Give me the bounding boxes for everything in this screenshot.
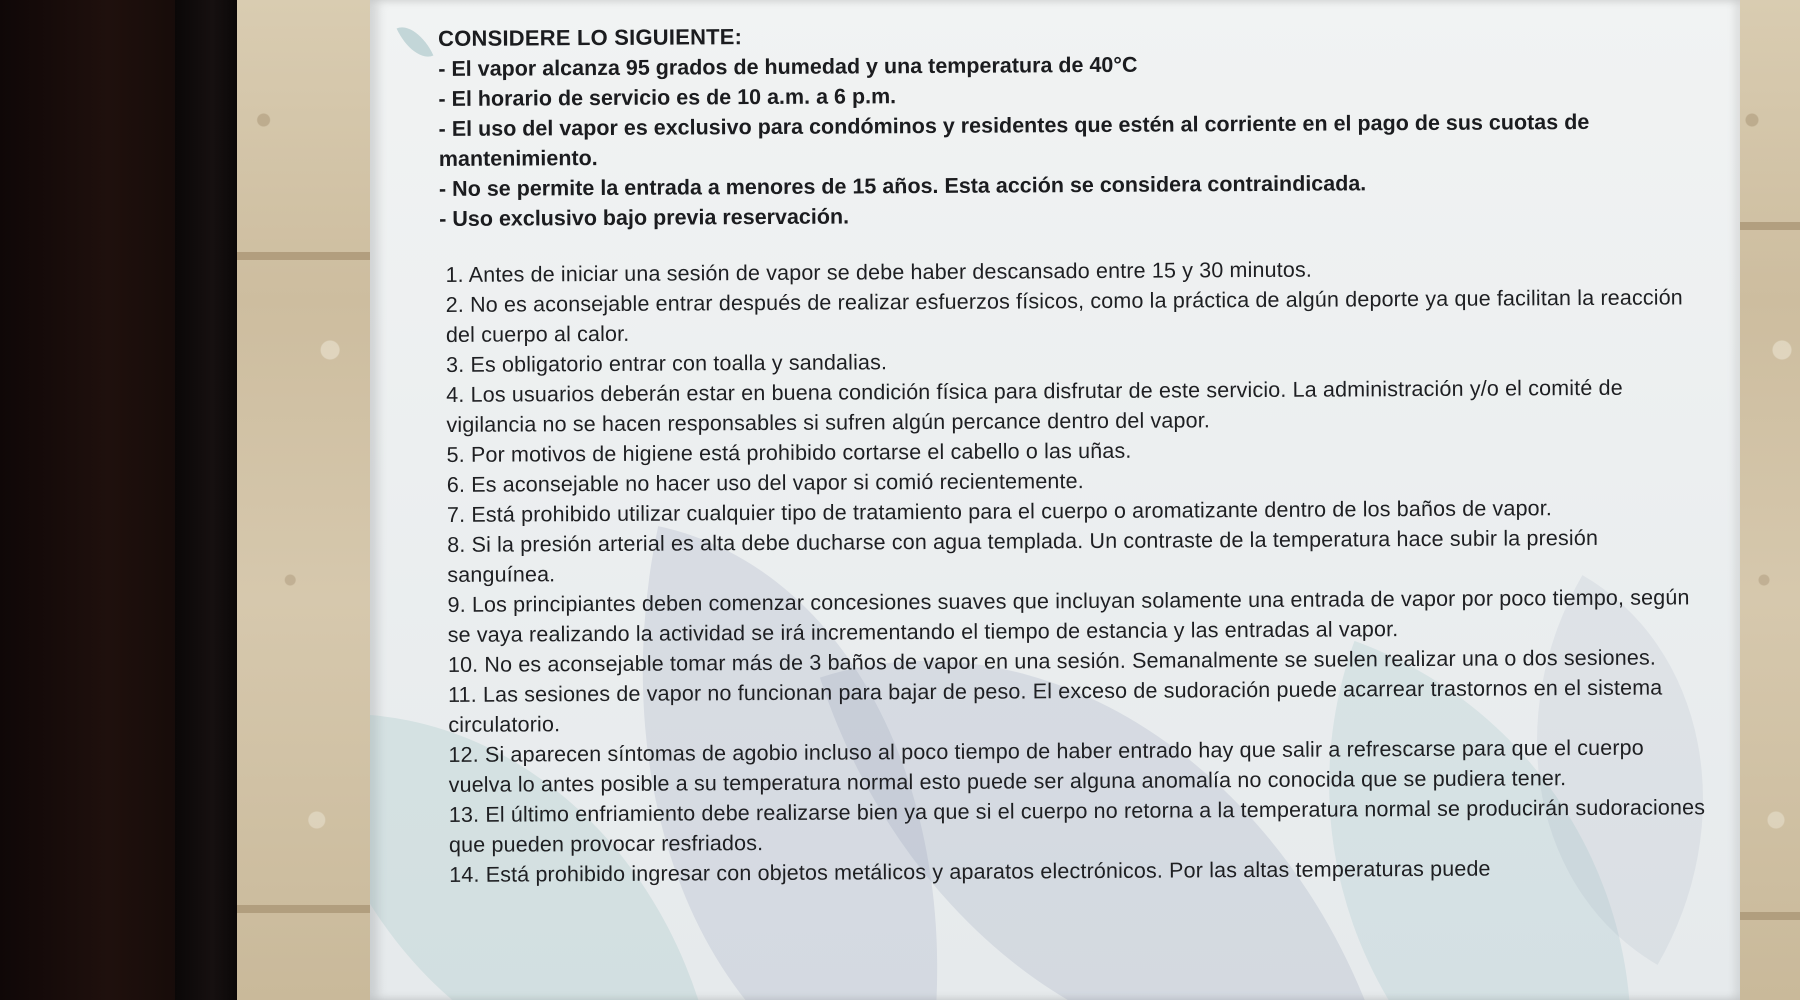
decorative-leaf-small (397, 19, 434, 65)
stone-joint (237, 252, 370, 260)
door-frame-edge (175, 0, 237, 1000)
consideration-item: - El horario de servicio es de 10 a.m. a 6 p.m. (438, 84, 897, 111)
stone-wall-left (237, 0, 370, 1000)
rule-item: 5. Por motivos de higiene está prohibido cortarse el cabello o las uñas. (446, 438, 1132, 467)
rule-item: 4. Los usuarios deberán estar en buena condición física para disfrutar de este servicio. La administración y/o el comité de vigilancia no se hacen responsables si sufren algún percance dentro del vapor. (446, 375, 1623, 437)
rule-item: 11. Las sesiones de vapor no funcionan para bajar de peso. El exceso de sudoración puede acarrear trastornos en el sistema circulatorio. (448, 675, 1663, 737)
rule-item: 7. Está prohibido utilizar cualquier tipo de tratamiento para el cuerpo o aromatizante dentro de los baños de vapor. (446, 496, 1553, 527)
stone-wall-right (1740, 0, 1800, 1000)
sign-text (438, 16, 1740, 890)
considerations-list (438, 46, 1739, 234)
rule-item: 10. No es aconsejable tomar más de 3 baños de vapor en una sesión. Semanalmente se suelen realizar una o dos sesiones. (447, 645, 1657, 677)
consideration-item: - Uso exclusivo bajo previa reservación. (439, 204, 850, 231)
rule-item: 1. Antes de iniciar una sesión de vapor se debe haber descansado entre 15 y 30 minutos. (445, 257, 1313, 287)
stone-joint (237, 905, 370, 913)
rule-item: 12. Si aparecen síntomas de agobio incluso al poco tiempo de haber entrado hay que salir a refrescarse para que el cuerpo vuelva lo antes posible a su temperatura normal esto puede ser alguna anomalía no conocida que se pudiera tener. (448, 735, 1644, 797)
rule-item: 9. Los principiantes deben comenzar concesiones suaves que incluyan solamente una entrada de vapor por poco tiempo, según se vaya realizando la actividad se irá incrementando el tiempo de estancia y las entradas al vapor. (447, 585, 1690, 647)
rule-item: 2. No es aconsejable entrar después de realizar esfuerzos físicos, como la práctica de algún deporte ya que facilitan la reacción del cuerpo al calor. (445, 285, 1683, 347)
stone-joint (1740, 222, 1800, 230)
consideration-item: - No se permite la entrada a menores de 15 años. Esta acción se considera contraindicada. (438, 171, 1367, 201)
sign-heading: CONSIDERE LO SIGUIENTE: (438, 24, 743, 51)
sign-panel (370, 0, 1740, 1000)
stone-joint (1740, 912, 1800, 920)
rule-item: 13. El último enfriamiento debe realizarse bien ya que si el cuerpo no retorna a la temperatura normal se producirán sudoraciones que pueden provocar resfriados. (448, 795, 1706, 857)
rule-item: 8. Si la presión arterial es alta debe ducharse con agua templada. Un contraste de la temperatura hace subir la presión sanguínea. (447, 525, 1599, 587)
consideration-item: - El uso del vapor es exclusivo para condóminos y residentes que estén al corriente en el pago de sus cuotas de mantenimiento. (438, 109, 1590, 171)
rules-list (445, 252, 1740, 890)
rule-item: 3. Es obligatorio entrar con toalla y sandalias. (446, 350, 888, 377)
rule-item: 6. Es aconsejable no hacer uso del vapor si comió recientemente. (446, 469, 1084, 497)
consideration-item: - El vapor alcanza 95 grados de humedad y una temperatura de 40°C (438, 52, 1138, 81)
rule-item: 14. Está prohibido ingresar con objetos metálicos y aparatos electrónicos. Por las altas temperaturas puede (449, 856, 1491, 887)
